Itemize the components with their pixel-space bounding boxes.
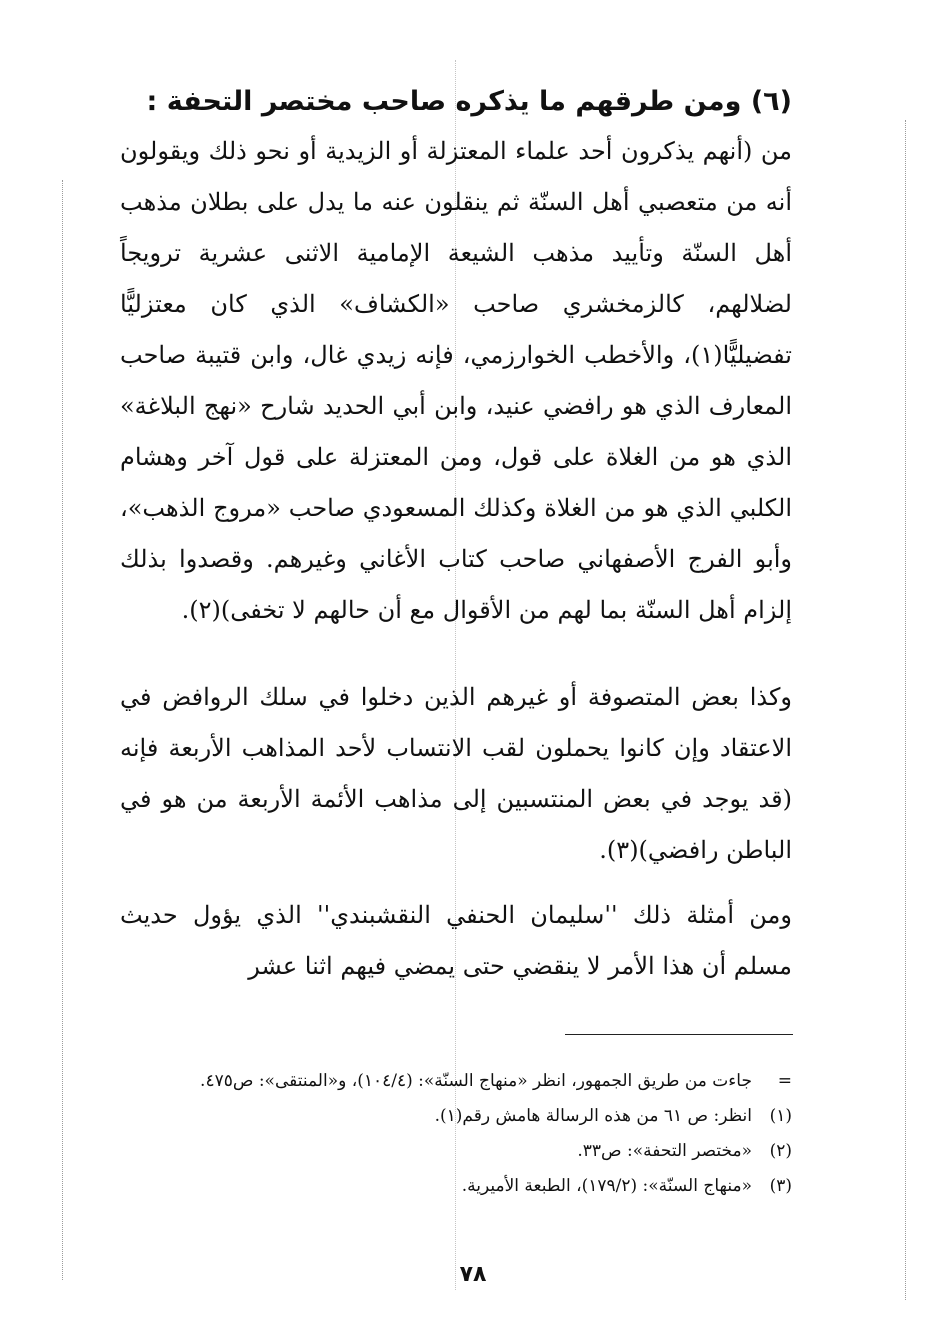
footnote-2 xyxy=(120,1134,792,1169)
footnote-1 xyxy=(120,1099,792,1134)
paragraph-2: وكذا بعض المتصوفة أو غيرهم الذين دخلوا في سلك الروافض في الاعتقاد وإن كانوا يحملون لقب الانتساب لأحد المذاهب الأربعة فإنه (قد يوجد في بعض المنتسبين إلى مذاهب الأئمة الأربعة من هو في الباطن رافضي)(٣). xyxy=(120,683,792,864)
footnote-marker: (٣) xyxy=(769,1176,792,1196)
footnote-text: انظر: ص ٦١ من هذه الرسالة هامش رقم(١). xyxy=(434,1106,752,1126)
page-body xyxy=(120,82,792,992)
footnotes xyxy=(120,1064,792,1204)
footnote-marker: (١) xyxy=(769,1106,792,1126)
footnote-separator xyxy=(565,1034,793,1035)
footnote-continuation xyxy=(120,1064,792,1099)
footnote-3 xyxy=(120,1169,792,1204)
section-heading: (٦) ومن طرقهم ما يذكره صاحب مختصر التحفة : xyxy=(146,86,792,117)
scan-artifact-line-right xyxy=(905,120,906,1300)
page-number: ٧٨ xyxy=(459,1262,487,1287)
paragraph-3: ومن أمثلة ذلك ''سليمان الحنفي النقشبندي'' الذي يؤول حديث مسلم أن هذا الأمر لا ينقضي حتى يمضي فيهم اثنا عشر xyxy=(120,901,792,980)
footnote-text: «منهاج السنّة»: (١٧٩/٢)، الطبعة الأميرية. xyxy=(461,1176,752,1196)
paragraph-1: من (أنهم يذكرون أحد علماء المعتزلة أو الزيدية أو نحو ذلك ويقولون أنه من متعصبي أهل السنّة ثم ينقلون عنه ما يدل على بطلان مذهب أهل السنّة وتأييد مذهب الشيعة الإمامية الاثنى عشرية ترويجاً لضلالهم، كالزمخشري صاحب «الكشاف» الذي كان معتزليًّا تفضيليًّا(١)، والأخطب الخوارزمي، فإنه زيدي غال، وابن قتيبة صاحب المعارف الذي هو رافضي عنيد، وابن أبي الحديد شارح «نهج البلاغة» الذي هو من الغلاة على قول، ومن المعتزلة على قول آخر وهشام الكلبي الذي هو من الغلاة وكذلك المسعودي صاحب «مروج الذهب»، وأبو الفرج الأصفهاني صاحب كتاب الأغاني وغيرهم. وقصدوا بذلك إلزام أهل السنّة بما لهم من الأقوال مع أن حالهم لا تخفى)(٢). xyxy=(120,137,793,624)
footnote-marker: = xyxy=(777,1071,792,1091)
scan-artifact-line-left xyxy=(62,180,63,1280)
footnote-text: «مختصر التحفة»: ص٣٣. xyxy=(577,1141,752,1161)
footnote-text: جاءت من طريق الجمهور، انظر «منهاج السنّة»: (١٠٤/٤)، و«المنتقى»: ص٤٧٥. xyxy=(200,1071,752,1091)
footnote-marker: (٢) xyxy=(769,1141,792,1161)
